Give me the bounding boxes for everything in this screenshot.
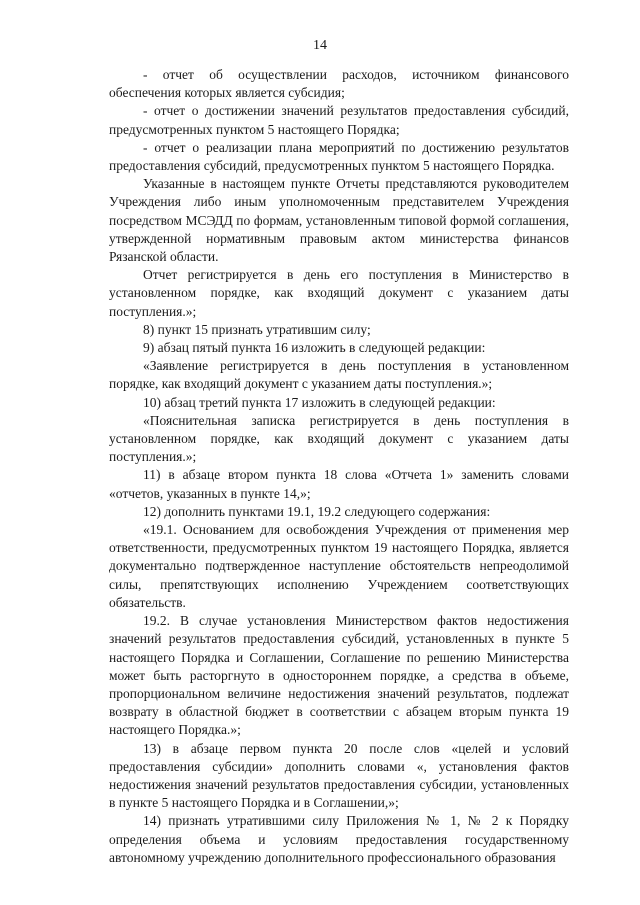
paragraph: Указанные в настоящем пункте Отчеты представляются руководителем Учреждения либо иным уполномоченным представителем Учреждения посредством МСЭДД по формам, установленным типовой формой соглашения, утвержденной нормативным правовым актом министерства финансов Рязанской области. [109,176,569,265]
paragraph: 8) пункт 15 признать утратившим силу; [143,321,371,337]
paragraph: «Заявление регистрируется в день поступления в установленном порядке, как входящий документ с указанием даты поступления.»; [109,358,569,392]
paragraph: 10) абзац третий пункта 17 изложить в следующей редакции: [143,394,496,410]
paragraph: «Пояснительная записка регистрируется в день поступления в установленном порядке, как входящий документ с указанием даты поступления.»; [109,412,569,465]
paragraph: 13) в абзаце первом пункта 20 после слов «целей и условий предоставления субсидии» дополнить словами «, установления фактов недостижения значений результатов предоставления субсидии, установленных в пункте 5 настоящего Порядка и в Соглашении,»; [109,740,569,811]
paragraph: 9) абзац пятый пункта 16 изложить в следующей редакции: [143,340,486,356]
page-number: 14 [313,38,327,53]
paragraph: 11) в абзаце втором пункта 18 слова «Отчета 1» заменить словами «отчетов, указанных в пункте 14,»; [109,467,569,501]
paragraph: - отчет об осуществлении расходов, источником финансового обеспечения которых является субсидия; [109,67,569,101]
paragraph: Отчет регистрируется в день его поступления в Министерство в установленном порядке, как входящий документ с указанием даты поступления.»; [109,267,569,319]
document-body [109,66,569,867]
paragraph: - отчет о достижении значений результатов предоставления субсидий, предусмотренных пунктом 5 настоящего Порядка; [109,103,569,137]
paragraph: - отчет о реализации плана мероприятий по достижению результатов предоставления субсидий, предусмотренных пунктом 5 настоящего Порядка. [109,139,569,174]
paragraph: «19.1. Основанием для освобождения Учреждения от применения мер ответственности, предусмотренных пунктом 19 настоящего Порядка, является документально подтвержденное наступление обстоятельств непреодолимой силы, препятствующих исполнению Учреждением соответствующих обязательств. [109,522,569,610]
paragraph: 12) дополнить пунктами 19.1, 19.2 следующего содержания: [143,503,491,519]
paragraph: 14) признать утратившими силу Приложения № 1, № 2 к Порядку определения объема и условиям предоставления государственному автономному учреждению дополнительного профессионального образования [109,813,569,865]
paragraph: 19.2. В случае установления Министерством фактов недостижения значений результатов предоставления субсидий, установленных в пункте 5 настоящего Порядка и Соглашении, Соглашение по решению Министерства может быть расторгнуто в одностороннем порядке, а средства в объеме, пропорциональном величине недостижения значений результатов, подлежат возврату в областной бюджет в соответствии с абзацем вторым пункта 19 настоящего Порядка.»; [109,613,569,738]
